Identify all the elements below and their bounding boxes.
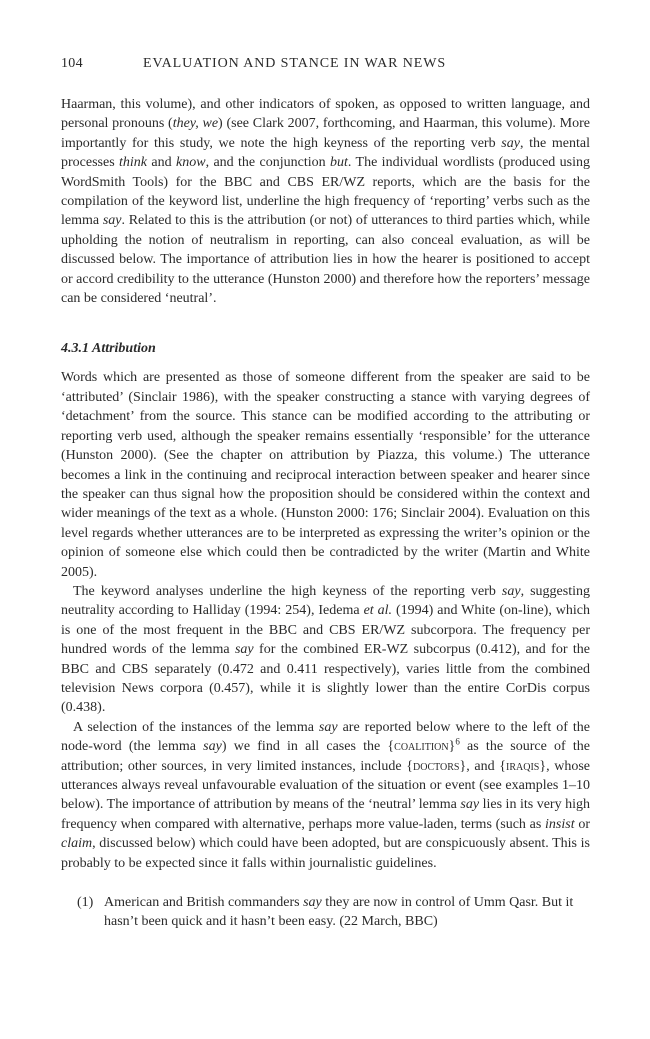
example-1	[77, 893, 590, 932]
running-head	[61, 56, 590, 78]
paragraph-3: The keyword analyses underline the high keyness of the reporting verb say, suggesting neutrality according to Halliday (1994: 254), Iedema et al. (1994) and White (on-line), which is one of the most frequent in the BBC and CBS ER/WZ subcorpora. The frequency per hundred words of the lemma say for the combined ER-WZ subcorpus (0.412), and for the BBC and CBS separately (0.472 and 0.411 respectively), varies little from the combined television News corpora (0.457), while it is slightly lower than the entire CorDis corpus (0.438).	[61, 583, 591, 716]
running-head-title: EVALUATION AND STANCE IN WAR NEWS	[143, 56, 447, 71]
paragraph-4: A selection of the instances of the lemma say are reported below where to the left of the node-word (the lemma say) we find in all cases the {coalition}$^6$ as the source of the attribution; other sources, in very limited instances, include {doctors}, and {iraqis}, whose utterances always reveal unfavourable evaluation of the situation or event (see examples 1–10 below). The importance of attribution by means of the ‘neutral’ lemma say lies in its very high frequency when compared with alternative, perhaps more value-laden, terms (such as insist or claim, discussed below) which could have been adopted, but are conspicuously absent. This is probably to be expected since it falls within journalistic guidelines.	[61, 719, 591, 871]
paragraph-2: Words which are presented as those of someone different from the speaker are said to be ‘attributed’ (Sinclair 1986), with the speaker constructing a stance with varying degrees of ‘detachment’ from the source. This stance can be modified according to the attributing or reporting verb used, although the speaker remains essentially ‘responsible’ for the utterance (Hunston 2000). (See the chapter on attribution by Piazza, this volume.) The utterance becomes a link in the continuing and reciprocal interaction between speaker and hearer since the speaker can thus signal how the proposition should be considered within the context and wider meanings of the text as a whole. (Hunston 2000: 176; Sinclair 2004). Evaluation on this level regards whether utterances are to be interpreted as expressing the writer’s opinion or the opinion of someone else which could then be contradicted by the writer (Martin and White 2005).	[61, 370, 590, 580]
footnote-marker: 6	[455, 736, 460, 747]
example-text: American and British commanders say they are now in control of Umm Qasr. But it hasn’t been quick and it hasn’t been easy. (22 March, BBC)	[104, 895, 574, 930]
paragraph-1: Haarman, this volume), and other indicators of spoken, as opposed to written language, and personal pronouns (they, we) (see Clark 2007, forthcoming, and Haarman, this volume). More importantly for this study, we note the high keyness of the reporting verb say, the mental processes think and know, and the conjunction but. The individual wordlists (produced using WordSmith Tools) for the BBC and CBS ER/WZ reports, which are the basis for the compilation of the keyword list, underline the high frequency of ‘reporting’ verbs such as the lemma say. Related to this is the attribution (or not) of utterances to third parties which, while upholding the notion of neutralism in reporting, can also conceal evaluation, as will be discussed below. The importance of attribution lies in how the hearer is positioned to accept or accord credibility to the utterance (Hunston 2000) and therefore how the reporters’ message can be considered ‘neutral’.	[61, 97, 591, 307]
section-heading: 4.3.1 Attribution	[61, 341, 156, 357]
page-number: 104	[61, 56, 83, 71]
example-number: (1)	[77, 895, 94, 911]
